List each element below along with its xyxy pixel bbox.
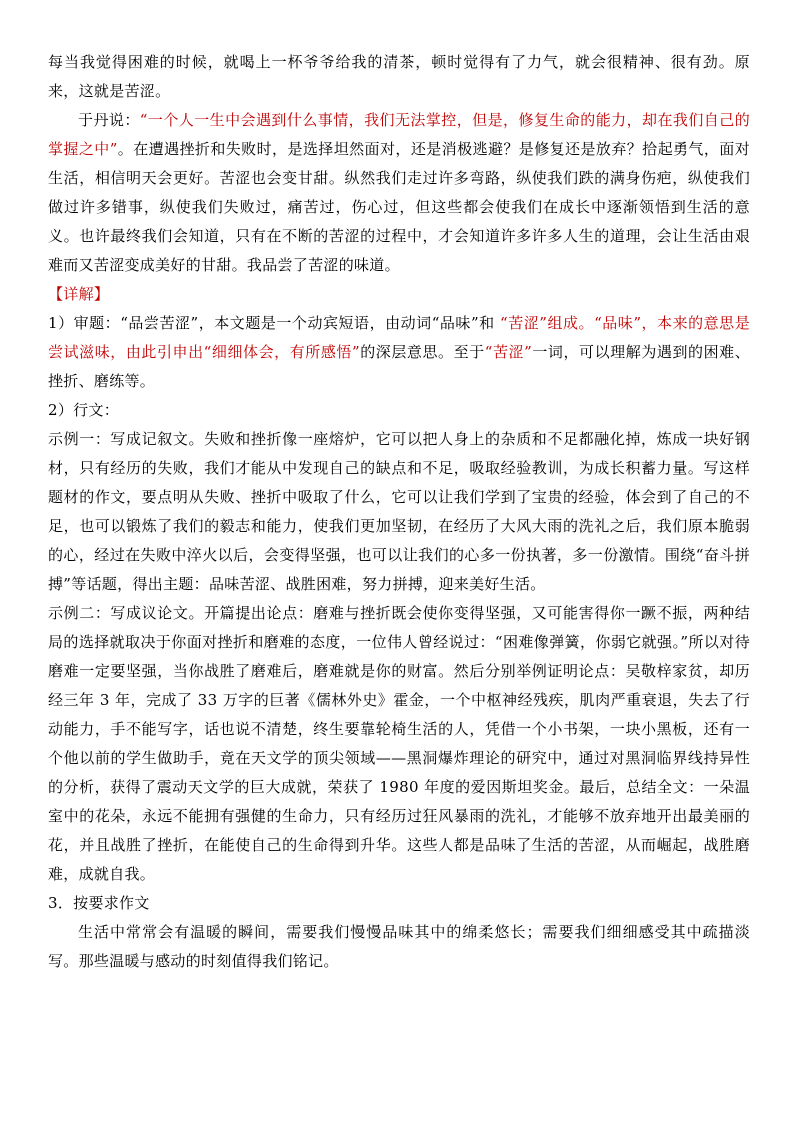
paragraph-conclusion: 每当我觉得困难的时候，就喝上一杯爷爷给我的清茶，顿时觉得有了力气，就会很精神、很有劲。原来，这就是苦涩。 (48, 53, 750, 100)
yudan-quote: “一个人一生中会遇到什么事情，我们无法掌控，但是，修复生命的能力，却在我们自己的掌握之中” (48, 111, 750, 158)
example2-paragraph: 示例二：写成议论文。开篇提出论点：磨难与挫折既会使你变得坚强，又可能害得你一蹶不振，两种结局的选择就取决于你面对挫折和磨难的态度，一位伟人曾经说过：“困难像弹簧，你弱它就强。”所以对待磨难一定要坚强，当你战胜了磨难后，磨难就是你的财富。然后分别举例证明论点：吴敬梓家贫，却历经三年 3 年，完成了 33 万字的巨著《儒林外史》霍金，一个中枢神经残疾，肌肉严重衰退，失去了行动能力，手不能写字，话也说不清楚，终生要靠轮椅生活的人，凭借一个小书架，一块小黑板，还有一个他以前的学生做助手，竟在天文学的顶尖领域——黑洞爆炸理论的研究中，通过对黑洞临界线持异性的分析，获得了震动天文学的巨大成就，荣获了 1980 年度的爱因斯坦奖金。最后，总结全文：一朵温室中的花朵，永远不能拥有强健的生命力，只有经历过狂风暴雨的洗礼，才能够不放弃地开出最美丽的花，并且战胜了挫折，在能使自己的生命得到升华。这些人都是品味了生活的苦涩，从而崛起，战胜磨难，成就自我。 (48, 604, 750, 883)
step1-part-b: “苦涩”组成。 (500, 314, 595, 332)
step1-part-g: 一词，可以理解为遇到的困难、挫折、磨练等。 (48, 343, 751, 390)
step1-part-e: 的深层意思。至于 (359, 343, 485, 361)
yudan-rest: 。在遭遇挫折和失败时，是选择坦然面对，还是消极逃避？是修复还是放弃？拾起勇气，面对生活，相信明天会更好。苦涩也会变甘甜。纵然我们走过许多弯路，纵使我们跌的满身伤疤，纵使我们做过许多错事，纵使我们失败过，痛苦过，伤心过，但这些都会使我们在成长中逐渐领悟到生活的意义。也许最终我们会知道，只有在不断的苦涩的过程中，才会知道许多许多人生的道理，会让生活由艰难而又苦涩变成美好的甘甜。我品尝了苦涩的味道。 (48, 140, 751, 274)
yudan-lead: 于丹说： (78, 111, 140, 129)
question3-prompt: 生活中常常会有温暖的瞬间，需要我们慢慢品味其中的绵柔悠长；需要我们细细感受其中疏描淡写。那些温暖与感动的时刻值得我们铭记。 (48, 923, 750, 970)
step2-label: 2）行文： (48, 401, 120, 419)
example1-paragraph: 示例一：写成记叙文。失败和挫折像一座熔炉，它可以把人身上的杂质和不足都融化掉，炼成一块好钢材，只有经历的失败，我们才能从中发现自己的缺点和不足，吸取经验教训，为成长积蓄力量。写这样题材的作文，要点明从失败、挫折中吸取了什么，它可以让我们学到了宝贵的经验，体会到了自己的不足，也可以锻炼了我们的毅志和能力，使我们更加坚韧，在经历了大风大雨的洗礼之后，我们原本脆弱的心，经过在失败中淬火以后，会变得坚强，也可以让我们的心多一份执著，多一份激情。围绕“奋斗拼搏”等话题，得出主题：品味苦涩、战胜困难，努力拼搏，迎来美好生活。 (48, 430, 750, 593)
question3-label: 3．按要求作文 (48, 894, 150, 912)
step1-part-a: 1）审题：“品尝苦涩”，本文题是一个动宾短语，由动词“品味”和 (48, 314, 500, 332)
step1-part-f: “苦涩” (484, 343, 533, 361)
detail-heading: 【详解】 (48, 285, 110, 303)
step1-part-c: “品味”，本来的意思是尝试滋味，由此引申出 (48, 314, 751, 361)
step1-analysis (48, 309, 750, 396)
paragraph-yudan (48, 106, 750, 280)
step1-part-d: “细细体会，有所感悟” (203, 343, 360, 361)
